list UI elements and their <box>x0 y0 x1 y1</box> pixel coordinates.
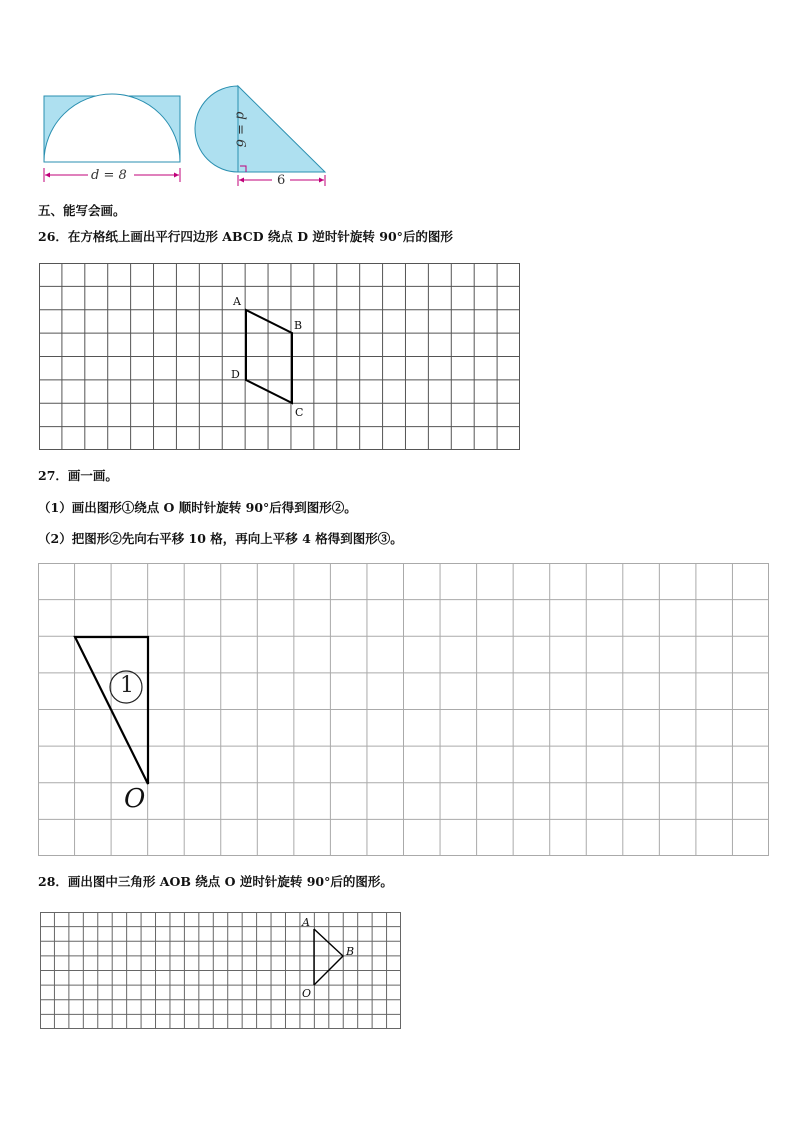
question-26-text: 26．在方格纸上画出平行四边形 ABCD 绕点 D 逆时针旋转 90°后的图形 <box>38 229 453 244</box>
question-27-title: 27．画一画。 <box>38 468 118 483</box>
label-c: C <box>295 406 304 419</box>
question-28-text: 28．画出图中三角形 AOB 绕点 O 逆时针旋转 90°后的图形。 <box>38 874 393 889</box>
dimension-d8-label: d = 8 <box>91 168 127 183</box>
label-b: B <box>294 319 303 332</box>
section-heading: 五、能写会画。 <box>38 203 126 218</box>
label-a-q28: A <box>302 916 310 929</box>
label-o-q28: O <box>302 987 312 1000</box>
shape-1-number: 1 <box>120 673 134 698</box>
grid-q28 <box>40 912 402 1030</box>
dimension-6-label: 6 <box>277 173 286 188</box>
dimension-d6-label: d = 6 <box>232 111 248 148</box>
grid-q26 <box>39 263 521 451</box>
question-27-part2: （2）把图形②先向右平移 10 格，再向上平移 4 格得到图形③。 <box>38 531 403 546</box>
question-27-part1: （1）画出图形①绕点 O 顺时针旋转 90°后得到图形②。 <box>38 500 357 515</box>
label-d: D <box>231 368 240 381</box>
label-a: A <box>233 295 241 308</box>
point-o-label: O <box>124 784 146 814</box>
grid-q27 <box>38 563 770 857</box>
label-b-q28: B <box>346 945 355 958</box>
